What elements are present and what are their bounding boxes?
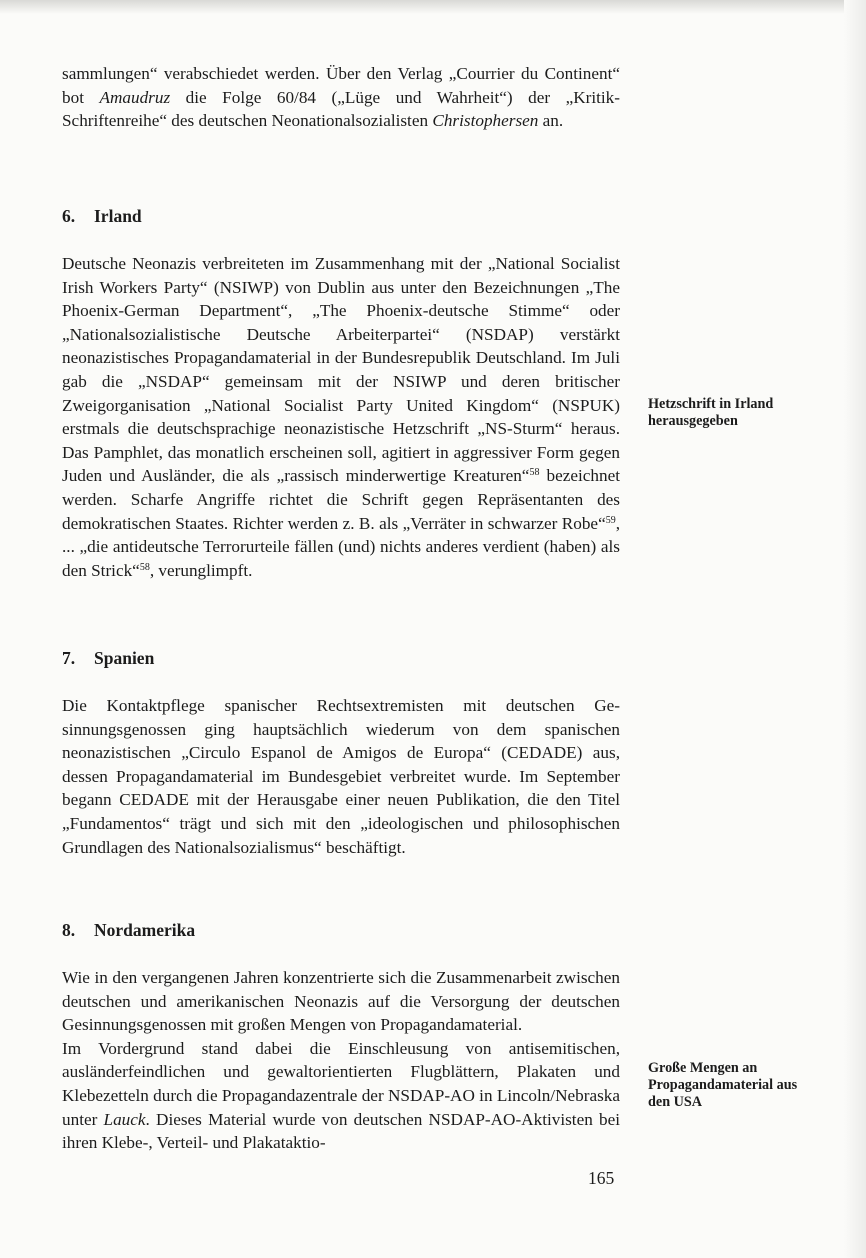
section-heading-irland: 6. Irland (62, 206, 142, 226)
margin-note-usa: Große Mengen an Propagandamaterial aus den USA (648, 1060, 798, 1110)
section-heading-nordamerika: 8. Nordamerika (62, 920, 196, 940)
person-name: Amaudruz (99, 87, 171, 107)
person-name: Lauck (103, 1109, 146, 1129)
footnote-ref: 59 (605, 514, 616, 526)
margin-note-irland: Hetzschrift in Irland herausgegeben (648, 396, 774, 429)
person-name: Christophersen (432, 111, 539, 131)
scan-top-shadow (0, 0, 866, 14)
intro-paragraph: sammlungen“ verabschiedet werden. Über den Verlag „Courrier du Continent“ bot Amaudruz die Folge 60/84 („Lüge und Wahrheit“) der „Kritik-Schriftenreihe“ des deutschen Neonationalsozialisten Christophersen an. (62, 64, 620, 131)
section-heading-spanien: 7. Spanien (62, 648, 155, 668)
scan-right-shadow (844, 0, 866, 1258)
section-nordamerika-body: Wie in den vergangenen Jahren konzentrierte sich die Zusammenarbeit zwischen deutschen und amerikanischen Neonazis auf die Versorgung der deutschen Gesinnungsgenossen mit großen Mengen von Propagandamaterial. Im Vordergrund stand dabei die Einschleusung von antisemitischen, ausländerfeindlichen und gewaltorientierten Flugblättern, Plakaten und Klebezetteln durch die Propagandazentrale der NSDAP-AO in Lincoln/Nebraska unter Lauck. Dieses Material wurde von deutschen NSDAP-AO-Aktivisten bei ihren Klebe-, Verteil- und Plakataktio- (62, 968, 620, 1153)
section-spanien-body: Die Kontaktpflege spanischer Rechtsextremisten mit deutschen Gesinnungsgenossen ging hauptsächlich wiederum von dem spanischen neonazistischen „Circulo Espanol de Amigos de Europa“ (CEDADE) aus, dessen Propagandamaterial im Bundesgebiet verbreitet wurde. Im September begann CEDADE mit der Herausgabe einer neuen Publikation, die den Titel „Fundamentos“ trägt und sich mit den „ideologischen und philosophischen Grundlagen des Nationalsozialismus“ beschäftigt. (62, 696, 620, 857)
section-irland-body: Deutsche Neonazis verbreiteten im Zusammenhang mit der „National Socialist Irish Workers Party“ (NSIWP) von Dublin aus unter den Bezeichnungen „The Phoenix-German Department“, „The Phoenix-deutsche Stimme“ oder „Nationalsozialistische Deutsche Arbeiterpartei“ (NSDAP) verstärkt neonazistisches Propagandamaterial in der Bundesrepublik Deutschland. Im Juli gab die „NSDAP“ gemeinsam mit der NSIWP und deren britischer Zweigorganisation „National Socialist Party United Kingdom“ (NSPUK) erstmals die deutschsprachige neonazistische Hetzschrift „NS-Sturm“ heraus. Das Pamphlet, das monatlich erscheinen soll, agitiert in aggressiver Form gegen Juden und Ausländer, die als „rassisch minderwertige Kreaturen“$^{58}$ bezeichnet werden. Scharfe Angriffe richtet die Schrift gegen Repräsentanten des demokratischen Staates. Richter werden z. B. als „Verräter in schwarzer Robe“$^{59}$, ... „die antideutsche Terrorurteile fällen (und) nichts anderes verdient (haben) als den Strick“$^{58}$, verunglimpft. (62, 254, 620, 580)
page-number: 165 (588, 1168, 615, 1188)
footnote-ref: 58 (139, 561, 150, 573)
footnote-ref: 58 (529, 467, 540, 479)
